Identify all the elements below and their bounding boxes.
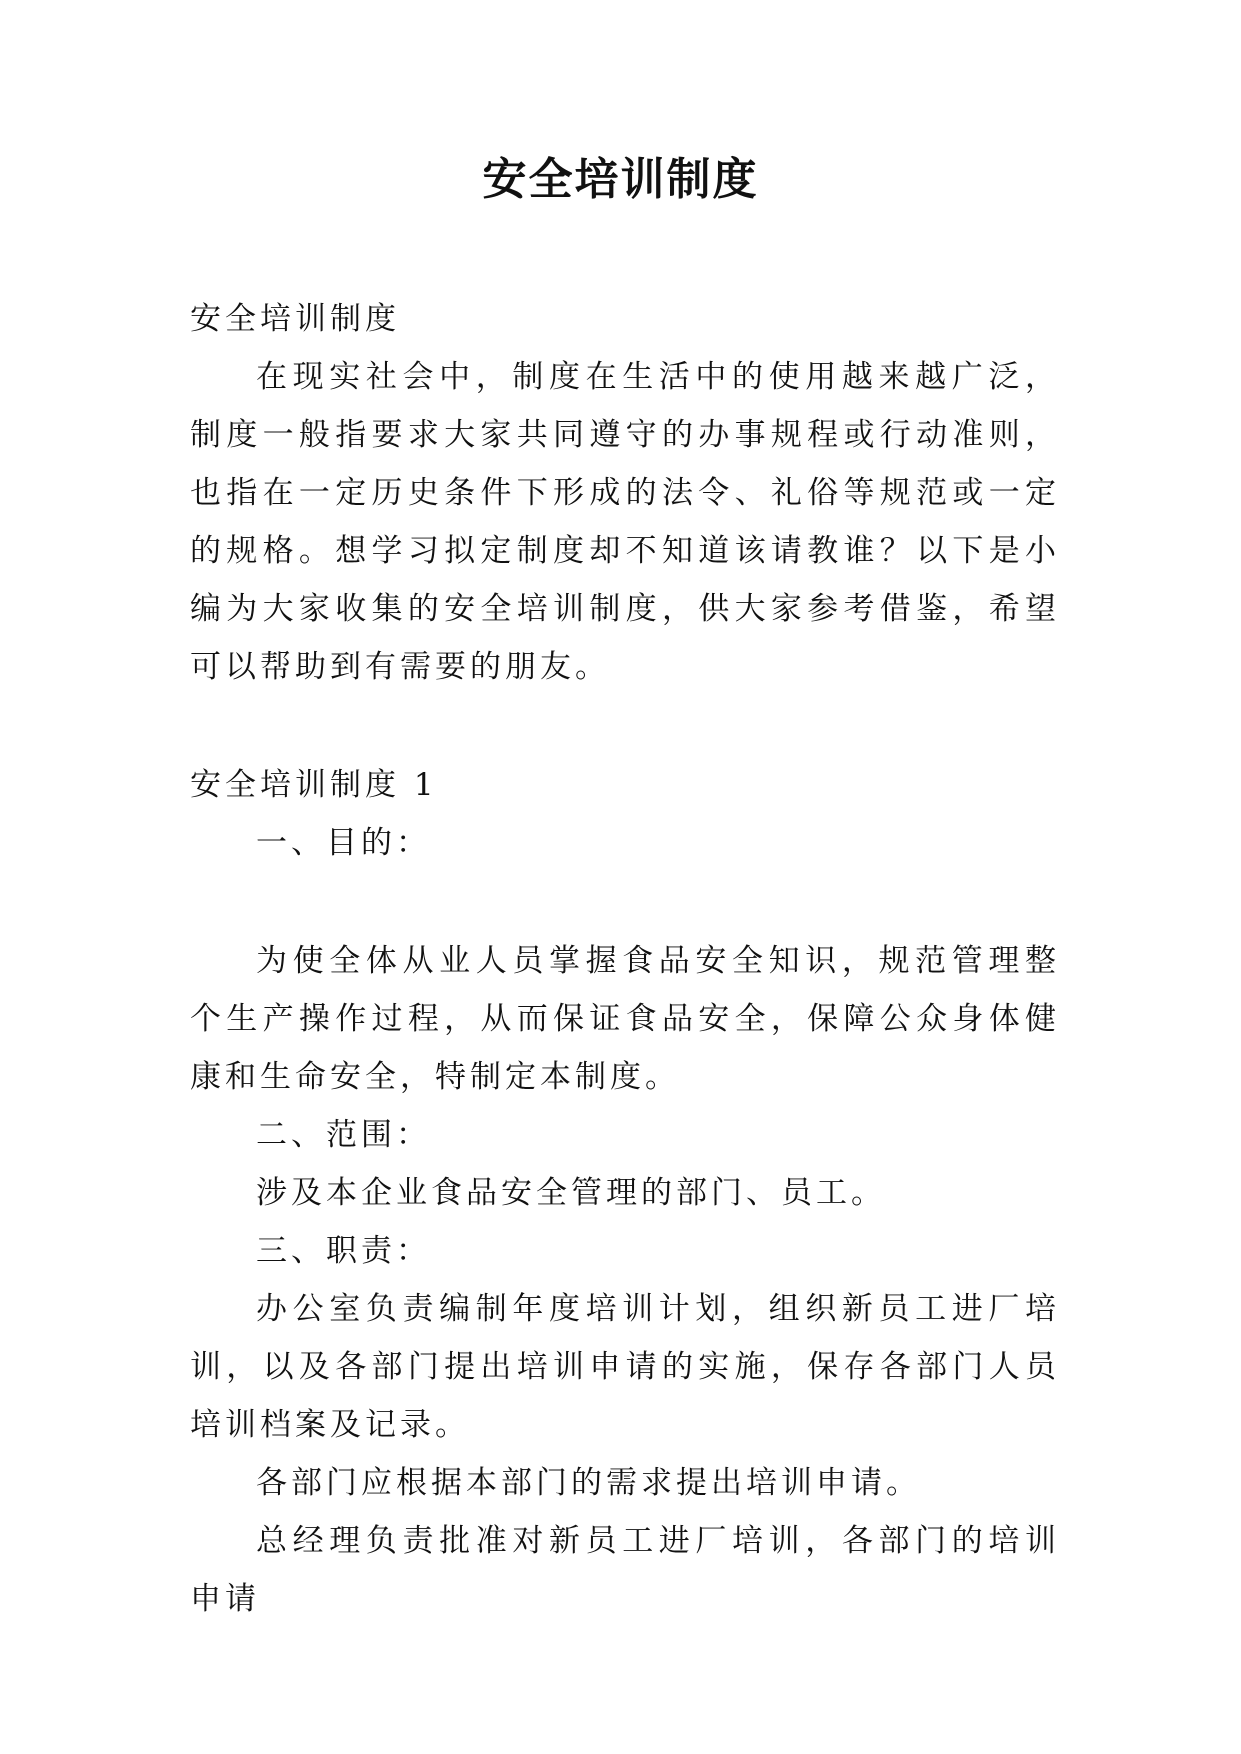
body-paragraph: 为使全体从业人员掌握食品安全知识，规范管理整个生产操作过程，从而保证食品安全，保障公众身体健康和生命安全，特制定本制度。 <box>190 943 1060 1095</box>
body-paragraph: 总经理负责批准对新员工进厂培训，各部门的培训申请 <box>190 1523 1060 1617</box>
clause-heading: 一、目的： <box>256 825 431 861</box>
body-paragraph: 各部门应根据本部门的需求提出培训申请。 <box>256 1465 921 1501</box>
section-heading: 安全培训制度 <box>190 301 400 337</box>
clause-heading: 三、职责： <box>256 1233 431 1269</box>
document-title: 安全培训制度 <box>482 154 759 205</box>
intro-paragraph: 在现实社会中，制度在生活中的使用越来越广泛，制度一般指要求大家共同遵守的办事规程或行动准则，也指在一定历史条件下形成的法令、礼俗等规范或一定的规格。想学习拟定制度却不知道该请教谁？以下是小编为大家收集的安全培训制度，供大家参考借鉴，希望可以帮助到有需要的朋友。 <box>190 359 1060 685</box>
body-paragraph: 涉及本企业食品安全管理的部门、员工。 <box>256 1175 886 1211</box>
clause-heading: 二、范围： <box>256 1117 431 1153</box>
document-body <box>190 290 1060 1628</box>
body-paragraph: 办公室负责编制年度培训计划，组织新员工进厂培训，以及各部门提出培训申请的实施，保存各部门人员培训档案及记录。 <box>190 1291 1060 1443</box>
section-heading: 安全培训制度 1 <box>190 767 438 803</box>
